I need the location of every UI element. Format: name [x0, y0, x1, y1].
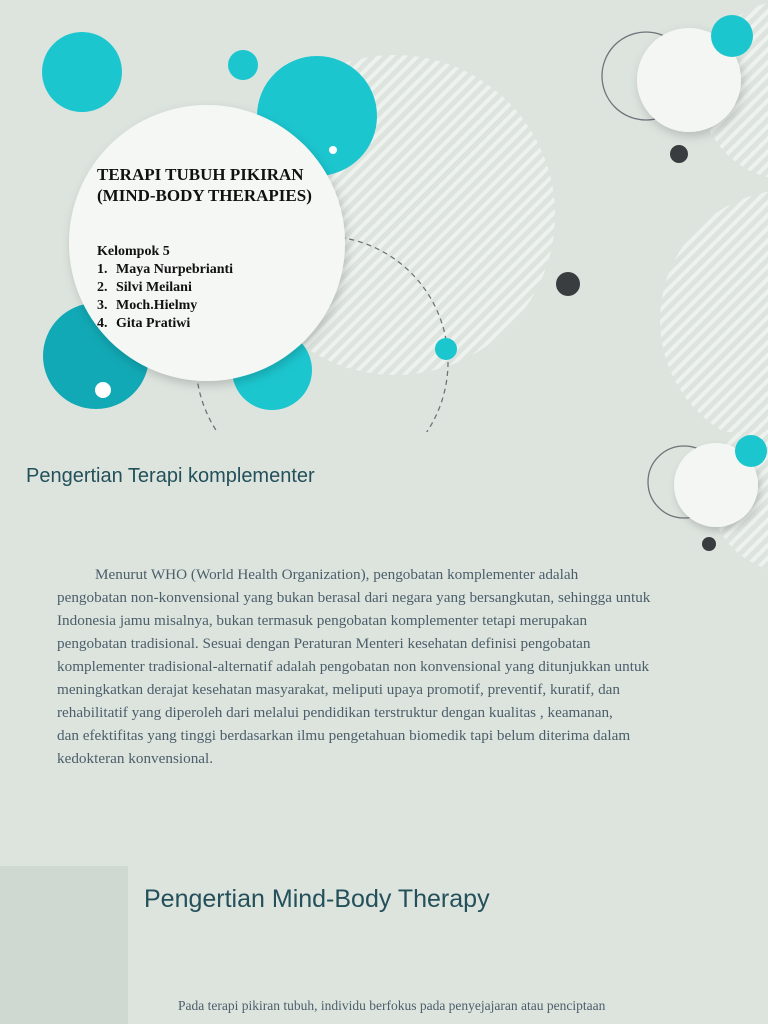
teal-circle-small [735, 435, 767, 467]
paragraph-line: Indonesia jamu misalnya, bukan termasuk pengobatan komplementer tetapi merupakan [57, 612, 588, 629]
paragraph-line: Pada terapi pikiran tubuh, individu berfokus pada penyejajaran atau penciptaan [178, 998, 606, 1013]
section-heading: Pengertian Mind-Body Therapy [144, 885, 490, 913]
white-dot [329, 146, 337, 154]
paragraph-line: kedokteran konvensional. [57, 750, 214, 767]
dark-dot [556, 272, 580, 296]
teal-circle-small [228, 50, 258, 80]
member-item [97, 279, 337, 297]
group-info [97, 243, 337, 333]
white-dot [95, 382, 111, 398]
member-name: Silvi Meilani [116, 280, 192, 295]
title-line: (MIND-BODY THERAPIES) [97, 186, 312, 205]
member-number: 4. [97, 316, 108, 331]
teal-dot [435, 338, 457, 360]
member-item [97, 297, 337, 315]
striped-circle-right-lower [660, 190, 768, 432]
member-name: Moch.Hielmy [116, 298, 198, 313]
member-list [97, 261, 337, 333]
member-item [97, 261, 337, 279]
paragraph-line: dan efektifitas yang tinggi berdasarkan ilmu pengetahuan biomedik tapi belum diterima dalam [57, 727, 631, 744]
side-panel [0, 866, 128, 1024]
group-label: Kelompok 5 [97, 244, 170, 259]
slide-mind-body [0, 866, 768, 1024]
definition-paragraph [57, 563, 737, 770]
paragraph-line: rehabilitatif yang diperoleh dari melalui pendidikan terstruktur dengan kualitas , keamanan, [57, 704, 613, 721]
paragraph-line: Menurut WHO (World Health Organization), pengobatan komplementer adalah [95, 566, 579, 583]
dark-dot [702, 537, 716, 551]
member-number: 3. [97, 298, 108, 313]
member-item [97, 315, 337, 333]
paragraph-line: komplementer tradisional-alternatif adalah pengobatan non konvensional yang ditunjukkan untuk [57, 658, 650, 675]
slide-komplementer [0, 432, 768, 832]
member-name: Maya Nurpebrianti [116, 262, 234, 277]
title-decoration [0, 0, 768, 432]
dark-dot [670, 145, 688, 163]
member-number: 2. [97, 280, 108, 295]
section-heading: Pengertian Terapi komplementer [26, 465, 315, 487]
member-number: 1. [97, 262, 108, 277]
teal-circle-small [711, 15, 753, 57]
slide-title-text [97, 164, 377, 206]
member-name: Gita Pratiwi [116, 316, 191, 331]
title-line: TERAPI TUBUH PIKIRAN [97, 165, 304, 184]
paragraph-line: meningkatkan derajat kesehatan masyarakat, meliputi upaya promotif, preventif, kuratif, dan [57, 681, 620, 698]
teal-circle [42, 32, 122, 112]
paragraph-line: pengobatan tradisional. Sesuai dengan Peraturan Menteri kesehatan definisi pengobatan [57, 635, 591, 652]
paragraph-line: pengobatan non-konvensional yang bukan berasal dari negara yang bersangkutan, sehingga untuk [57, 589, 651, 606]
slide-title [0, 0, 768, 432]
